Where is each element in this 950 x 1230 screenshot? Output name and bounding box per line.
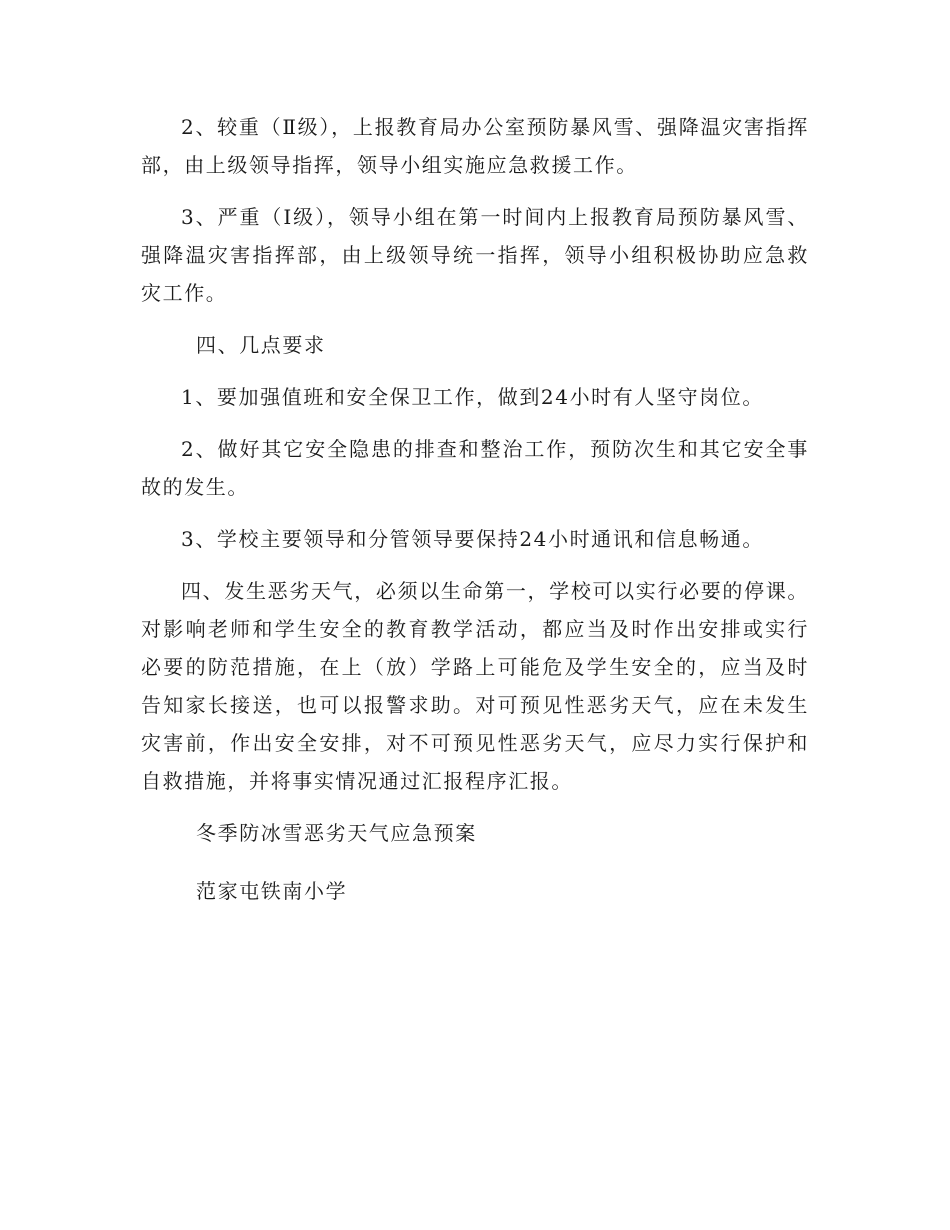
document-title: 冬季防冰雪恶劣天气应急预案 xyxy=(196,821,477,845)
requirement-item: 3、学校主要领导和分管领导要保持24小时通讯和信息畅通。 xyxy=(181,527,764,551)
requirement-item: 1、要加强值班和安全保卫工作，做到24小时有人坚守岗位。 xyxy=(181,385,764,409)
school-name: 范家屯铁南小学 xyxy=(196,879,348,903)
paragraph-level-1: 3、严重（Ⅰ级），领导小组在第一时间内上报教育局预防暴风雪、强降温灾害指挥部，由上级领导统一指挥，领导小组积极协助应急救灾工作。 xyxy=(141,205,809,305)
paragraph-level-2: 2、较重（Ⅱ级），上报教育局办公室预防暴风雪、强降温灾害指挥部，由上级领导指挥，领导小组实施应急救援工作。 xyxy=(141,115,809,177)
section-heading: 四、几点要求 xyxy=(196,333,326,357)
document-body xyxy=(141,108,809,930)
requirement-item: 2、做好其它安全隐患的排查和整治工作，预防次生和其它安全事故的发生。 xyxy=(141,437,809,499)
closing-paragraph: 四、发生恶劣天气，必须以生命第一，学校可以实行必要的停课。对影响老师和学生安全的教育教学活动，都应当及时作出安排或实行必要的防范措施，在上（放）学路上可能危及学生安全的，应当及时告知家长接送，也可以报警求助。对可预见性恶劣天气，应在未发生灾害前，作出安全安排，对不可预见性恶劣天气，应尽力实行保护和自救措施，并将事实情况通过汇报程序汇报。 xyxy=(141,579,809,793)
